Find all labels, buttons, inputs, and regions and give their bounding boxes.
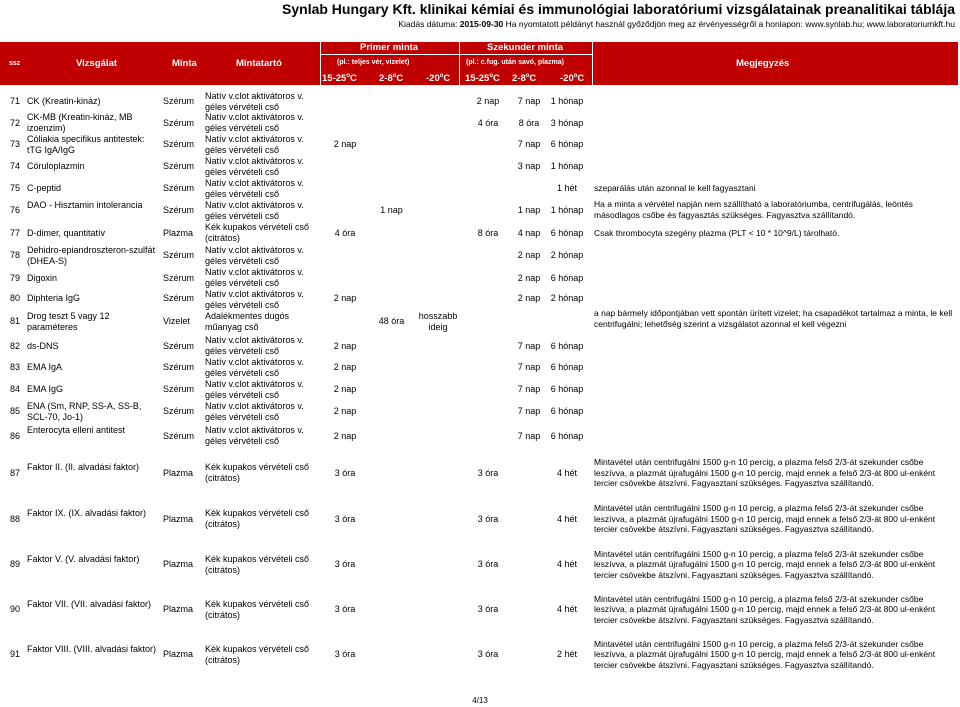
sample-type: Szérum bbox=[163, 96, 195, 106]
secondary-room-temp: 3 óra bbox=[477, 649, 499, 659]
table-row bbox=[0, 378, 958, 401]
secondary-freezer: 1 hónap bbox=[550, 161, 584, 171]
validity-note: Ha nyomtatott példányt használ győződjön meg az érvényességről a honlapon: www.synlab.hu; www.laboratoriumkft.hu bbox=[505, 19, 955, 29]
primary-room-temp: 2 nap bbox=[333, 293, 357, 303]
table-row bbox=[0, 357, 958, 378]
test-name: Diphteria IgG bbox=[27, 293, 81, 303]
secondary-fridge: 7 nap bbox=[517, 96, 541, 106]
secondary-room-temp: 3 óra bbox=[477, 559, 499, 569]
temp-secondary-room: 15-25$^o$C bbox=[465, 73, 500, 85]
sample-container: Natív v.clot aktivátoros v. géles vérvételi cső bbox=[205, 357, 304, 378]
sample-container: Kék kupakos vérvételi cső (citrátos) bbox=[205, 553, 310, 575]
secondary-freezer: 1 hét bbox=[556, 183, 578, 193]
table-row bbox=[0, 496, 958, 542]
remark: Mintavétel után centrifugálni 1500 g-n 10 percig, a plazma felső 2/3-át szekunder csőbe leszívva, a plazmát újrafugálni 1500 g-n 10 percig, majd ennek a felső 2/3-át 800 ul-enként tercier csövekbe átszívni. Fagyasztani szükséges. Fagyasztva szállítandó. bbox=[594, 503, 936, 535]
page-number: 4/13 bbox=[472, 696, 488, 705]
secondary-fridge: 7 nap bbox=[517, 139, 541, 149]
sample-container: Natív v.clot aktivátoros v. géles vérvételi cső bbox=[205, 244, 304, 266]
table-row bbox=[0, 244, 958, 267]
sample-type: Plazma bbox=[163, 604, 194, 614]
sample-container: Natív v.clot aktivátoros v. géles vérvételi cső bbox=[205, 267, 304, 288]
table-row bbox=[0, 308, 958, 335]
secondary-freezer: 1 hónap bbox=[550, 205, 584, 215]
sample-container: Natív v.clot aktivátoros v. géles vérvételi cső bbox=[205, 91, 304, 112]
row-number: 75 bbox=[10, 183, 21, 193]
sample-container: Natív v.clot aktivátoros v. géles vérvételi cső bbox=[205, 401, 304, 422]
table-row bbox=[0, 401, 958, 422]
test-name: ENA (Sm, RNP, SS-A, SS-B, SCL-70, Jo-1) bbox=[27, 401, 142, 422]
col-szekunder-sub: (pl.: c.fug. után savó, plazma) bbox=[466, 59, 565, 66]
test-name: CK-MB (Kreatin-kináz, MB izoenzim) bbox=[27, 112, 133, 133]
col-primer: Primer minta bbox=[360, 42, 419, 53]
test-name: Faktor IX. (IX. alvadási faktor) bbox=[27, 508, 147, 518]
sample-type: Szérum bbox=[163, 406, 195, 416]
remark: Mintavétel után centrifugálni 1500 g-n 10 percig, a plazma felső 2/3-át szekunder csőbe leszívva, a plazmát újrafugálni 1500 g-n 10 percig, majd ennek a felső 2/3-át 800 ul-enként tercier csövekbe átszívni. Fagyasztani szükséges. Fagyasztva szállítandó. bbox=[594, 548, 936, 580]
sample-container: Natív v.clot aktivátoros v. géles vérvételi cső bbox=[205, 178, 304, 199]
sample-type: Szérum bbox=[163, 340, 195, 351]
secondary-room-temp: 3 óra bbox=[477, 604, 499, 614]
secondary-fridge: 7 nap bbox=[517, 406, 541, 416]
secondary-freezer: 6 hónap bbox=[550, 430, 584, 441]
table-header bbox=[0, 42, 958, 85]
sample-container: Kék kupakos vérvételi cső (citrátos) bbox=[205, 462, 310, 483]
secondary-freezer: 3 hónap bbox=[550, 117, 584, 128]
sample-type: Plazma bbox=[163, 513, 194, 524]
col-mintatarto: Mintatartó bbox=[236, 58, 282, 69]
primary-room-temp: 4 óra bbox=[334, 227, 356, 238]
test-name: Enterocyta elleni antitest bbox=[27, 425, 126, 435]
secondary-fridge: 7 nap bbox=[517, 384, 541, 394]
row-number: 72 bbox=[10, 117, 21, 128]
sample-type: Szérum bbox=[163, 117, 195, 128]
secondary-fridge: 3 nap bbox=[517, 161, 541, 171]
sample-type: Szérum bbox=[163, 205, 195, 215]
test-name: Drog teszt 5 vagy 12 paraméteres bbox=[27, 310, 110, 332]
test-name: Faktor V. (V. alvadási faktor) bbox=[27, 553, 140, 564]
row-number: 79 bbox=[10, 272, 21, 283]
primary-room-temp: 2 nap bbox=[333, 362, 357, 372]
sample-type: Plazma bbox=[163, 227, 194, 238]
secondary-freezer: 4 hét bbox=[556, 467, 578, 478]
secondary-fridge: 8 óra bbox=[518, 117, 540, 128]
secondary-freezer: 6 hónap bbox=[550, 139, 584, 149]
secondary-freezer: 2 hét bbox=[556, 649, 578, 659]
row-number: 86 bbox=[10, 430, 21, 441]
sample-type: Szérum bbox=[163, 293, 195, 303]
secondary-room-temp: 3 óra bbox=[477, 513, 499, 524]
sample-type: Szérum bbox=[163, 139, 195, 149]
secondary-freezer: 2 hónap bbox=[550, 293, 584, 303]
row-number: 80 bbox=[10, 293, 21, 303]
test-name: ds-DNS bbox=[27, 340, 59, 351]
primary-freezer: hosszabb ideig bbox=[418, 310, 458, 332]
table-row bbox=[0, 587, 958, 632]
sample-container: Natív v.clot aktivátoros v. géles vérvételi cső bbox=[205, 134, 304, 155]
primary-room-temp: 3 óra bbox=[334, 604, 356, 614]
row-number: 87 bbox=[10, 467, 21, 478]
secondary-freezer: 6 hónap bbox=[550, 406, 584, 416]
table-row bbox=[0, 542, 958, 587]
sample-type: Plazma bbox=[163, 649, 194, 659]
remark: Mintavétel után centrifugálni 1500 g-n 10 percig, a plazma felső 2/3-át szekunder csőbe leszívva, a plazmát újrafugálni 1500 g-n 10 percig, majd ennek a felső 2/3-át 800 ul-enként tercier csövekbe átszívni. Fagyasztani szükséges. Fagyasztva szállítandó. bbox=[594, 638, 936, 670]
col-primer-sub: (pl.: teljes vér, vizelet) bbox=[337, 59, 410, 66]
row-number: 73 bbox=[10, 139, 21, 149]
primary-room-temp: 3 óra bbox=[334, 649, 356, 659]
sample-type: Vizelet bbox=[163, 316, 190, 326]
temp-secondary-fridge: 2-8$^o$C bbox=[512, 73, 537, 85]
primary-room-temp: 3 óra bbox=[334, 467, 356, 478]
primary-fridge: 48 óra bbox=[378, 316, 405, 326]
test-name: Dehidro-epiandroszteron-szulfát (DHEA-S) bbox=[27, 244, 156, 266]
row-number: 89 bbox=[10, 559, 21, 569]
test-name: Cöruloplazmin bbox=[27, 161, 85, 171]
sample-container: Natív v.clot aktivátoros v. géles vérvételi cső bbox=[205, 425, 304, 446]
test-name: Faktor VII. (VII. alvadási faktor) bbox=[27, 598, 152, 609]
test-name: D-dimer, quantitatív bbox=[27, 227, 106, 238]
table-row bbox=[0, 632, 958, 677]
primary-fridge: 1 nap bbox=[380, 205, 403, 215]
issue-date: 2015-09-30 bbox=[459, 19, 504, 29]
primary-room-temp: 3 óra bbox=[334, 559, 356, 569]
row-number: 82 bbox=[10, 340, 21, 351]
header-divider bbox=[320, 42, 321, 85]
col-szekunder: Szekunder minta bbox=[487, 42, 564, 53]
secondary-fridge: 2 nap bbox=[517, 272, 541, 283]
test-name: Cöliakia specifikus antitestek: tTG IgA/IgG bbox=[27, 134, 145, 155]
test-name: EMA IgA bbox=[27, 362, 63, 372]
table-row bbox=[0, 112, 958, 134]
secondary-fridge: 2 nap bbox=[517, 250, 541, 260]
sample-container: Kék kupakos vérvételi cső (citrátos) bbox=[205, 222, 310, 243]
remark: Csak thrombocyta szegény plazma (PLT < 10 * 10^9/L) tárolható. bbox=[594, 227, 840, 238]
secondary-fridge: 1 nap bbox=[517, 205, 541, 215]
secondary-freezer: 6 hónap bbox=[550, 362, 584, 372]
test-name: DAO - Hisztamin intolerancia bbox=[27, 199, 143, 210]
sample-type: Plazma bbox=[163, 467, 194, 478]
secondary-fridge: 2 nap bbox=[517, 293, 541, 303]
temp-secondary-freezer: -20$^o$C bbox=[560, 73, 585, 85]
table-row bbox=[0, 222, 958, 244]
sample-container: Natív v.clot aktivátoros v. géles vérvételi cső bbox=[205, 378, 304, 400]
sample-type: Szérum bbox=[163, 362, 195, 372]
secondary-fridge: 7 nap bbox=[517, 430, 541, 441]
sample-type: Plazma bbox=[163, 559, 194, 569]
sample-container: Natív v.clot aktivátoros v. géles vérvételi cső bbox=[205, 199, 304, 221]
temp-primer-fridge: 2-8$^o$C bbox=[379, 73, 404, 85]
secondary-freezer: 6 hónap bbox=[550, 272, 584, 283]
sample-type: Szérum bbox=[163, 430, 195, 441]
temp-primer-room: 15-25$^o$C bbox=[322, 73, 357, 85]
secondary-fridge: 7 nap bbox=[517, 362, 541, 372]
row-number: 74 bbox=[10, 161, 21, 171]
row-number: 77 bbox=[10, 227, 21, 238]
sample-container: Kék kupakos vérvételi cső (citrátos) bbox=[205, 508, 310, 529]
table-row bbox=[0, 335, 958, 357]
row-number: 84 bbox=[10, 384, 21, 394]
row-number: 78 bbox=[10, 250, 21, 260]
issue-info bbox=[0, 19, 955, 29]
sample-container: Kék kupakos vérvételi cső (citrátos) bbox=[205, 643, 310, 665]
table-row bbox=[0, 91, 958, 112]
header-divider bbox=[459, 42, 460, 85]
col-minta: Minta bbox=[172, 58, 197, 69]
row-number: 81 bbox=[10, 316, 21, 326]
primary-room-temp: 2 nap bbox=[333, 406, 357, 416]
secondary-fridge: 7 nap bbox=[517, 340, 541, 351]
table-row bbox=[0, 199, 958, 222]
table-row bbox=[0, 267, 958, 289]
sample-type: Szérum bbox=[163, 183, 195, 193]
secondary-room-temp: 3 óra bbox=[477, 467, 499, 478]
primary-room-temp: 3 óra bbox=[334, 513, 356, 524]
table-row bbox=[0, 178, 958, 199]
col-megjegyzes: Megjegyzés bbox=[736, 58, 790, 69]
header-divider bbox=[320, 54, 592, 55]
secondary-room-temp: 4 óra bbox=[477, 117, 499, 128]
test-name: C-peptid bbox=[27, 183, 62, 193]
col-vizsgalat: Vizsgálat bbox=[76, 58, 118, 69]
test-name: CK (Kreatin-kináz) bbox=[27, 96, 101, 106]
table-row bbox=[0, 155, 958, 178]
secondary-freezer: 1 hónap bbox=[550, 96, 584, 106]
sample-container: Natív v.clot aktivátoros v. géles vérvételi cső bbox=[205, 112, 304, 133]
sample-container: Adalékmentes dugós műanyag cső bbox=[205, 310, 290, 332]
secondary-fridge: 4 nap bbox=[517, 227, 541, 238]
table-row bbox=[0, 422, 958, 450]
test-name: Digoxin bbox=[27, 272, 58, 283]
sample-type: Szérum bbox=[163, 250, 195, 260]
secondary-freezer: 6 hónap bbox=[550, 227, 584, 238]
remark: Mintavétel után centrifugálni 1500 g-n 10 percig, a plazma felső 2/3-át szekunder csőbe leszívva, a plazmát újrafugálni 1500 g-n 10 percig, majd ennek a felső 2/3-át 800 ul-enként tercier csövekbe átszívni. Fagyasztani szükséges. Fagyasztva szállítandó. bbox=[594, 457, 936, 489]
sample-container: Kék kupakos vérvételi cső (citrátos) bbox=[205, 598, 310, 620]
row-number: 76 bbox=[10, 205, 21, 215]
remark: szeparálás után azonnal le kell fagyasztani bbox=[594, 183, 756, 194]
row-number: 91 bbox=[10, 649, 21, 659]
secondary-room-temp: 2 nap bbox=[476, 96, 500, 106]
secondary-room-temp: 8 óra bbox=[477, 227, 499, 238]
secondary-freezer: 2 hónap bbox=[550, 250, 584, 260]
test-name: Faktor VIII. (VIII. alvadási faktor) bbox=[27, 643, 157, 654]
table-row bbox=[0, 450, 958, 496]
secondary-freezer: 4 hét bbox=[556, 559, 578, 569]
remark: Mintavétel után centrifugálni 1500 g-n 10 percig, a plazma felső 2/3-át szekunder csőbe leszívva, a plazmát újrafugálni 1500 g-n 10 percig, majd ennek a felső 2/3-át 800 ul-enként tercier csövekbe átszívni. Fagyasztani szükséges. Fagyasztva szállítandó. bbox=[594, 593, 936, 625]
primary-room-temp: 2 nap bbox=[333, 430, 357, 441]
table-row bbox=[0, 289, 958, 308]
secondary-freezer: 4 hét bbox=[556, 604, 578, 614]
page-title: Synlab Hungary Kft. klinikai kémiai és immunológiai laboratóriumi vizsgálatainak preanalitikai táblája bbox=[282, 1, 955, 17]
test-name: Faktor II. (II. alvadási faktor) bbox=[27, 462, 140, 472]
primary-room-temp: 2 nap bbox=[333, 139, 357, 149]
sample-type: Szérum bbox=[163, 384, 195, 394]
col-ssz: ssz bbox=[9, 60, 21, 67]
test-name: EMA IgG bbox=[27, 384, 64, 394]
issue-date-label: Kiadás dátuma: bbox=[398, 19, 458, 29]
primary-room-temp: 2 nap bbox=[333, 340, 357, 351]
secondary-freezer: 6 hónap bbox=[550, 340, 584, 351]
row-number: 85 bbox=[10, 406, 21, 416]
row-number: 90 bbox=[10, 604, 21, 614]
sample-container: Natív v.clot aktivátoros v. géles vérvételi cső bbox=[205, 335, 304, 356]
sample-container: Natív v.clot aktivátoros v. géles vérvételi cső bbox=[205, 155, 304, 177]
table-row bbox=[0, 134, 958, 155]
primary-room-temp: 2 nap bbox=[333, 384, 357, 394]
sample-type: Szérum bbox=[163, 272, 195, 283]
header-divider bbox=[592, 42, 593, 85]
row-number: 88 bbox=[10, 513, 21, 524]
temp-primer-freezer: -20$^o$C bbox=[426, 73, 451, 85]
sample-container: Natív v.clot aktivátoros v. géles vérvételi cső bbox=[205, 289, 304, 310]
remark: Ha a minta a vérvétel napján nem szállítható a laboratóriumba, centrifugálás, leöntés másodlagos csőbe és fagyasztás szükséges. Fagyasztva szállítandó. bbox=[594, 199, 913, 220]
sample-type: Szérum bbox=[163, 161, 195, 171]
row-number: 71 bbox=[10, 96, 21, 106]
secondary-freezer: 6 hónap bbox=[550, 384, 584, 394]
row-number: 83 bbox=[10, 362, 21, 372]
remark: a nap bármely időpontjában vett spontán ürített vizelet; ha csapadékot tartalmaz a minta, le kell centrifugálni; lehetőség szerint a vizsgálatot azonnal el kell végezni bbox=[594, 308, 953, 329]
secondary-freezer: 4 hét bbox=[556, 513, 578, 524]
